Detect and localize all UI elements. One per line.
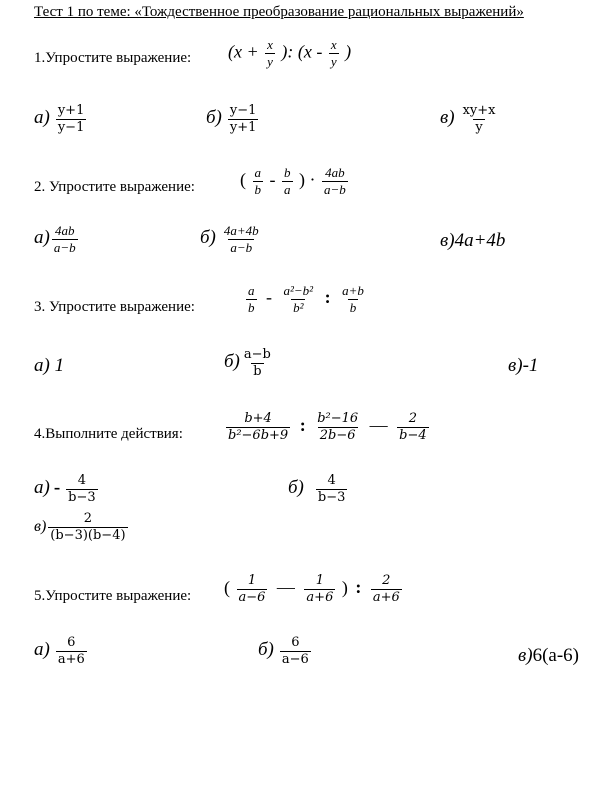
q4-expr-frac-2-den: 2b−6 — [319, 427, 356, 443]
q5-expr-close: ) — [341, 577, 348, 598]
q2-answer-a-den: a−b — [53, 239, 76, 255]
q3-expr-minus: - — [266, 287, 272, 308]
q4-answer-c-frac — [48, 512, 127, 542]
q5-expr-frac-1-den: a−6 — [238, 589, 266, 605]
q1-expr-mid: ): (x - — [281, 41, 323, 62]
q5-expr-frac-2-den: a+6 — [306, 589, 334, 605]
q2-expr-close: ) · — [299, 169, 316, 190]
q1-answer-c-frac — [461, 104, 498, 134]
q3-expr-colon: : — [324, 287, 331, 308]
q3-expr-frac-3-den: b — [349, 299, 357, 315]
q4-answer-b-label: б) — [288, 476, 304, 498]
q4-answer-b-den: b−3 — [317, 489, 346, 505]
q5-answer-b-den: a−6 — [281, 651, 309, 667]
q2-answer-b-den: a−b — [230, 239, 253, 255]
q4-answer-c — [34, 512, 130, 542]
q1-expr-frac-2-den: y — [330, 53, 337, 69]
q4-expr-frac-3-den: b−4 — [399, 427, 427, 443]
q5-expr-frac-3-num: 2 — [382, 573, 391, 588]
q5-answer-a-num: 6 — [67, 635, 76, 650]
q3-answer-a-label: а) — [34, 355, 50, 376]
q1-expr-frac-1-den: y — [267, 53, 273, 69]
q5-answer-c — [518, 645, 579, 667]
q2-answer-a — [34, 224, 80, 254]
q5-answer-a-den: a+6 — [57, 651, 85, 667]
q2-answer-b-label: б) — [200, 226, 216, 248]
q3-expr-frac-2-num: a²−b² — [283, 283, 314, 298]
q2-expr-frac-3-num: 4ab — [325, 165, 345, 180]
q1-answer-b — [206, 104, 260, 134]
q1-answer-b-label: б) — [206, 106, 222, 128]
q3-answer-b-frac — [242, 348, 273, 378]
q4-expr-minus: — — [369, 415, 388, 436]
q4-expr-frac-1-den: b²−6b+9 — [228, 427, 289, 443]
q1-expr-frac-2-num: x — [330, 37, 337, 52]
q4-expr-frac-1-num: b+4 — [244, 411, 272, 426]
q4-answer-a-num: 4 — [77, 473, 87, 488]
q2-expr-frac-3-den: a−b — [324, 181, 346, 197]
q4-answer-b-num: 4 — [327, 473, 336, 488]
q5-answer-b — [258, 636, 313, 666]
q1-answer-b-frac — [228, 104, 259, 134]
q1-answer-b-den: y+1 — [229, 119, 257, 135]
q4-answer-c-den: (b−3)(b−4) — [50, 527, 126, 543]
q5-answer-a — [34, 636, 89, 666]
q3-answer-c — [508, 355, 538, 377]
q3-expr-frac-1 — [246, 284, 257, 314]
q4-expression — [224, 412, 431, 442]
q3-expression — [244, 284, 368, 314]
q5-answer-c-text: 6(a-6) — [532, 645, 579, 666]
q1-answer-a-label: а) — [34, 106, 50, 128]
q5-expr-minus: — — [276, 577, 295, 598]
q5-expr-open: ( — [224, 577, 230, 598]
q4-expr-frac-1 — [226, 412, 290, 442]
q2-expr-open: ( — [240, 169, 246, 190]
q3-answer-a — [34, 355, 64, 377]
q4-expr-frac-3-num: 2 — [408, 411, 418, 426]
q3-expr-frac-3 — [340, 284, 366, 314]
q1-prompt: 1.Упростите выражение: — [34, 50, 192, 66]
q1-expr-frac-1-num: x — [267, 37, 273, 52]
q3-expr-frac-1-num: a — [248, 283, 255, 298]
q4-answer-b — [288, 474, 349, 504]
q4-answer-a-frac — [66, 474, 98, 504]
q4-answer-a — [34, 474, 100, 504]
q4-expr-frac-2-num: b²−16 — [317, 411, 359, 426]
q2-expr-frac-2-num: b — [284, 165, 291, 180]
q4-answer-a-label: а) — [34, 476, 50, 498]
q1-expr-close: ) — [345, 41, 352, 62]
q2-answer-b-num: 4a+4b — [223, 223, 259, 238]
q3-answer-b-num: a−b — [243, 347, 271, 362]
q2-answer-c-text: 4a+4b — [454, 230, 506, 251]
q4-expr-frac-2 — [315, 412, 360, 442]
q2-answer-c — [440, 230, 505, 252]
q5-expr-frac-3-den: a+6 — [372, 589, 400, 605]
q1-answer-c-label: в) — [440, 106, 455, 128]
q5-answer-a-label: а) — [34, 638, 50, 660]
q3-answer-c-label: в) — [508, 355, 523, 376]
q5-answer-b-num: 6 — [291, 635, 300, 650]
q4-answer-a-den: b−3 — [68, 489, 96, 505]
q2-expr-minus: - — [269, 169, 276, 190]
q1-expr-frac-1 — [265, 38, 275, 68]
q1-answer-a — [34, 104, 88, 134]
test-title: Тест 1 по теме: «Тождественное преобразование рациональных выражений» — [34, 4, 524, 20]
q4-answer-c-label: в) — [34, 517, 47, 535]
q2-answer-a-num: 4ab — [54, 223, 75, 238]
q1-answer-c-num: xy+x — [462, 103, 496, 118]
q3-answer-a-text: 1 — [54, 355, 65, 376]
q2-prompt: 2. Упростите выражение: — [34, 179, 195, 195]
q3-answer-b-den: b — [253, 363, 262, 379]
q2-expr-frac-1-num: a — [254, 165, 261, 180]
q1-answer-c — [440, 104, 499, 134]
q1-expression — [228, 38, 351, 68]
q1-answer-a-num: y+1 — [57, 103, 85, 118]
q1-expr-frac-2 — [329, 38, 339, 68]
q2-expr-frac-2 — [282, 166, 293, 196]
q5-answer-b-label: б) — [258, 638, 274, 660]
q4-expr-colon: : — [299, 415, 306, 436]
q2-expr-frac-1-den: b — [254, 181, 261, 197]
q5-answer-c-label: в) — [518, 645, 533, 666]
q3-expr-frac-1-den: b — [248, 299, 255, 315]
q4-expr-frac-3 — [397, 412, 429, 442]
q1-answer-a-frac — [56, 104, 87, 134]
q5-expr-frac-2 — [304, 574, 335, 604]
q5-expr-frac-2-num: 1 — [315, 573, 325, 588]
q3-expr-frac-2-den: b² — [293, 299, 304, 315]
q2-expr-frac-1 — [253, 166, 264, 196]
q3-answer-c-text: -1 — [522, 355, 539, 376]
q4-answer-a-sign: - — [53, 476, 61, 498]
q3-expr-frac-3-num: a+b — [342, 283, 364, 298]
q4-answer-b-frac — [316, 474, 348, 504]
q5-answer-b-frac — [280, 636, 311, 666]
q2-answer-c-label: в) — [440, 230, 455, 251]
q5-expression — [224, 574, 404, 604]
q5-expr-frac-1 — [237, 574, 268, 604]
q2-expr-frac-2-den: a — [284, 181, 291, 197]
q3-prompt: 3. Упростите выражение: — [34, 299, 195, 315]
q1-answer-c-den: y — [475, 119, 483, 135]
q1-answer-a-den: y−1 — [57, 119, 85, 135]
q3-answer-b — [224, 348, 275, 378]
q2-expression — [240, 166, 350, 196]
q5-expr-frac-3 — [371, 574, 402, 604]
q4-prompt: 4.Выполните действия: — [34, 426, 183, 442]
q1-answer-b-num: y−1 — [229, 103, 257, 118]
q2-answer-a-label: а) — [34, 226, 50, 248]
q3-answer-b-label: б) — [224, 350, 240, 372]
q5-expr-colon: : — [355, 577, 362, 598]
q2-answer-b — [200, 224, 263, 254]
q3-expr-frac-2 — [282, 284, 316, 314]
q5-prompt: 5.Упростите выражение: — [34, 588, 192, 604]
q2-answer-b-frac — [222, 224, 261, 254]
q4-answer-c-num: 2 — [83, 511, 93, 526]
q5-answer-a-frac — [56, 636, 87, 666]
q2-expr-frac-3 — [322, 166, 348, 196]
q2-answer-a-frac — [52, 224, 78, 254]
q1-expr-open: (x + — [228, 41, 259, 62]
q5-expr-frac-1-num: 1 — [247, 573, 257, 588]
